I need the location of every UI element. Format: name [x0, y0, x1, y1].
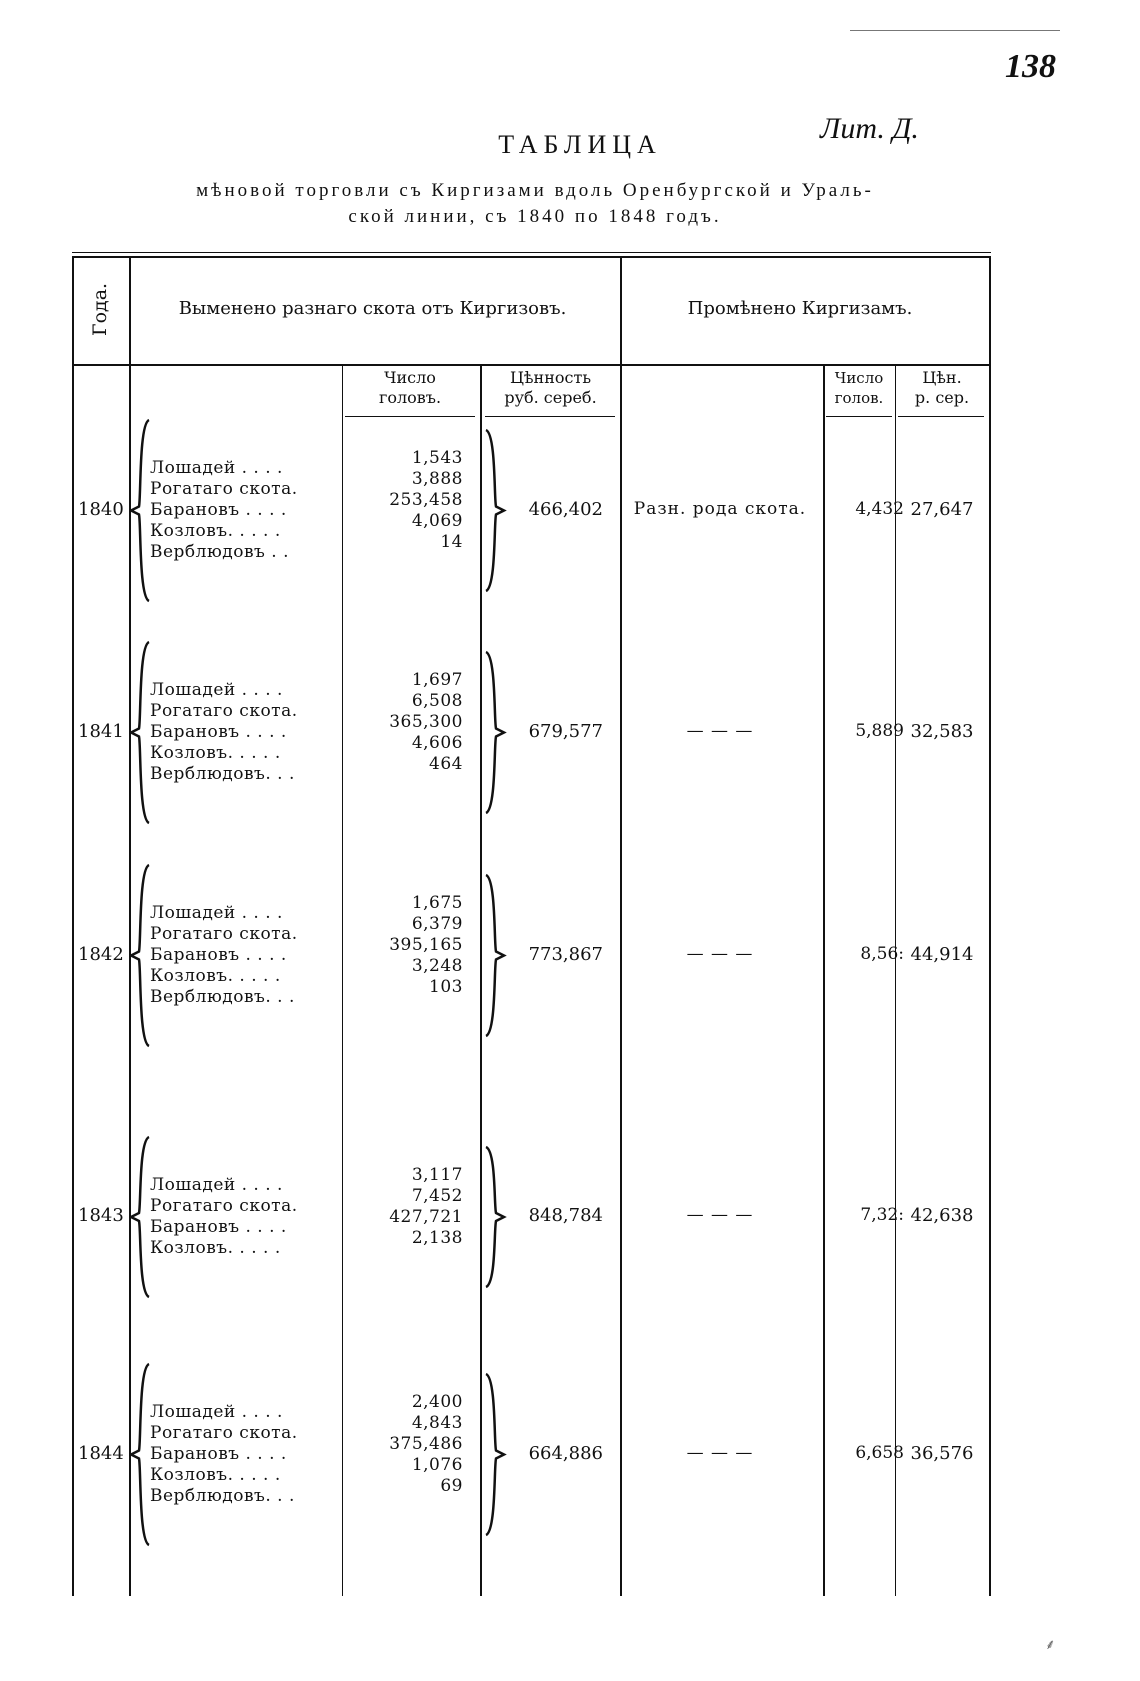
- header-r-head-count: [823, 368, 895, 408]
- row-livestock-list: Лошадей . . . . Рогатаго скота. Барановъ . . . . Козловъ. . . . . Верблюдовъ. . .: [150, 903, 298, 1007]
- row-livestock-list: Лошадей . . . . Рогатаго скота. Барановъ . . . . Козловъ. . . . .: [150, 1175, 298, 1258]
- row-r-price: 36,576: [910, 1442, 974, 1464]
- header-head-count-line-1: Число: [384, 368, 436, 387]
- header-value-rubles: [483, 368, 618, 408]
- r-price-header-rule: [898, 416, 984, 417]
- row-year: 1840: [78, 498, 124, 520]
- row-goods: — — —: [686, 1442, 754, 1463]
- right-brace: [484, 873, 508, 1038]
- row-r-price: 44,914: [910, 943, 974, 965]
- row-r-head-count: 7,32:: [860, 1205, 904, 1225]
- header-head-count: [345, 368, 475, 408]
- left-brace: [129, 640, 153, 825]
- r-count-column-divider: [823, 364, 825, 1596]
- r-price-column-divider: [895, 364, 896, 1596]
- corner-mark: ⸙: [1045, 1637, 1056, 1653]
- row-r-head-count: 6,658: [855, 1442, 904, 1463]
- group-divider: [620, 256, 622, 1596]
- right-brace: [484, 1372, 508, 1537]
- header-year: Года.: [89, 282, 111, 336]
- top-rule: [850, 30, 1060, 31]
- right-brace: [484, 428, 508, 593]
- header-bartered-from-kirghiz: Выменено разнаго скота отъ Киргизовъ.: [178, 298, 567, 319]
- header-r-price-line-1: Цѣн.: [922, 368, 962, 387]
- row-year: 1842: [78, 943, 124, 965]
- row-year: 1844: [78, 1442, 124, 1464]
- literal-label: Лит. Д.: [820, 112, 919, 145]
- row-r-price: 27,647: [910, 498, 974, 520]
- header-r-price: [895, 368, 989, 408]
- row-r-price: 32,583: [910, 720, 974, 742]
- header-value-line-2: руб. сереб.: [504, 388, 597, 407]
- row-livestock-list: Лошадей . . . . Рогатаго скота. Барановъ . . . . Козловъ. . . . . Верблюдовъ. . .: [150, 1402, 298, 1506]
- row-goods: — — —: [686, 720, 754, 741]
- row-r-head-count: 4,432: [855, 498, 904, 519]
- row-head-counts: 2,400 4,843 375,486 1,076 69: [389, 1392, 463, 1496]
- table-left-border: [72, 256, 74, 1596]
- row-goods: — — —: [686, 1205, 754, 1225]
- r-count-header-rule: [826, 416, 892, 417]
- header-r-price-line-2: р. сер.: [914, 388, 970, 407]
- header-r-count-line-1: Число: [834, 369, 884, 387]
- count-header-rule: [345, 416, 475, 417]
- left-brace: [129, 418, 153, 603]
- table-top-rule: [72, 256, 991, 258]
- page-subtitle-line-1: мѣновой торговли съ Киргизами вдоль Оренбургской и Ураль-: [196, 180, 874, 201]
- page-number: 138: [1005, 48, 1056, 85]
- page-title: ТАБЛИЦА: [498, 130, 662, 159]
- row-head-counts: 3,117 7,452 427,721 2,138: [389, 1165, 463, 1248]
- row-value: 773,867: [528, 943, 603, 965]
- row-r-price: 42,638: [910, 1205, 974, 1226]
- row-head-counts: 1,543 3,888 253,458 4,069 14: [389, 448, 463, 552]
- left-brace: [129, 1135, 153, 1299]
- row-head-counts: 1,697 6,508 365,300 4,606 464: [389, 670, 463, 774]
- table-header-rule: [72, 364, 991, 366]
- row-goods: — — —: [686, 943, 754, 964]
- left-brace: [129, 1362, 153, 1547]
- row-value: 664,886: [528, 1442, 603, 1464]
- row-r-head-count: 8,56:: [860, 943, 904, 964]
- row-goods: Разн. рода скота.: [633, 498, 807, 519]
- left-brace: [129, 863, 153, 1048]
- row-r-head-count: 5,889: [855, 720, 904, 741]
- row-head-counts: 1,675 6,379 395,165 3,248 103: [389, 893, 463, 997]
- row-year: 1843: [78, 1205, 124, 1226]
- header-value-line-1: Цѣнность: [509, 368, 592, 387]
- row-livestock-list: Лошадей . . . . Рогатаго скота. Барановъ . . . . Козловъ. . . . . Верблюдовъ . .: [150, 458, 298, 562]
- table-right-border: [989, 256, 991, 1596]
- header-r-count-line-2: голов.: [834, 389, 884, 407]
- row-livestock-list: Лошадей . . . . Рогатаго скота. Барановъ . . . . Козловъ. . . . . Верблюдовъ. . .: [150, 680, 298, 784]
- value-header-rule: [485, 416, 615, 417]
- value-column-divider: [480, 364, 482, 1596]
- header-bartered-to-kirghiz: Промѣнено Киргизамъ.: [687, 298, 913, 319]
- header-head-count-line-2: головъ.: [378, 388, 442, 407]
- row-value: 848,784: [528, 1205, 603, 1226]
- row-value: 679,577: [528, 720, 603, 742]
- row-value: 466,402: [528, 498, 603, 520]
- right-brace: [484, 1145, 508, 1289]
- row-year: 1841: [78, 720, 124, 742]
- page-subtitle-line-2: ской линии, съ 1840 по 1848 годъ.: [348, 206, 722, 227]
- right-brace: [484, 650, 508, 815]
- table-top-rule-thin: [72, 252, 991, 253]
